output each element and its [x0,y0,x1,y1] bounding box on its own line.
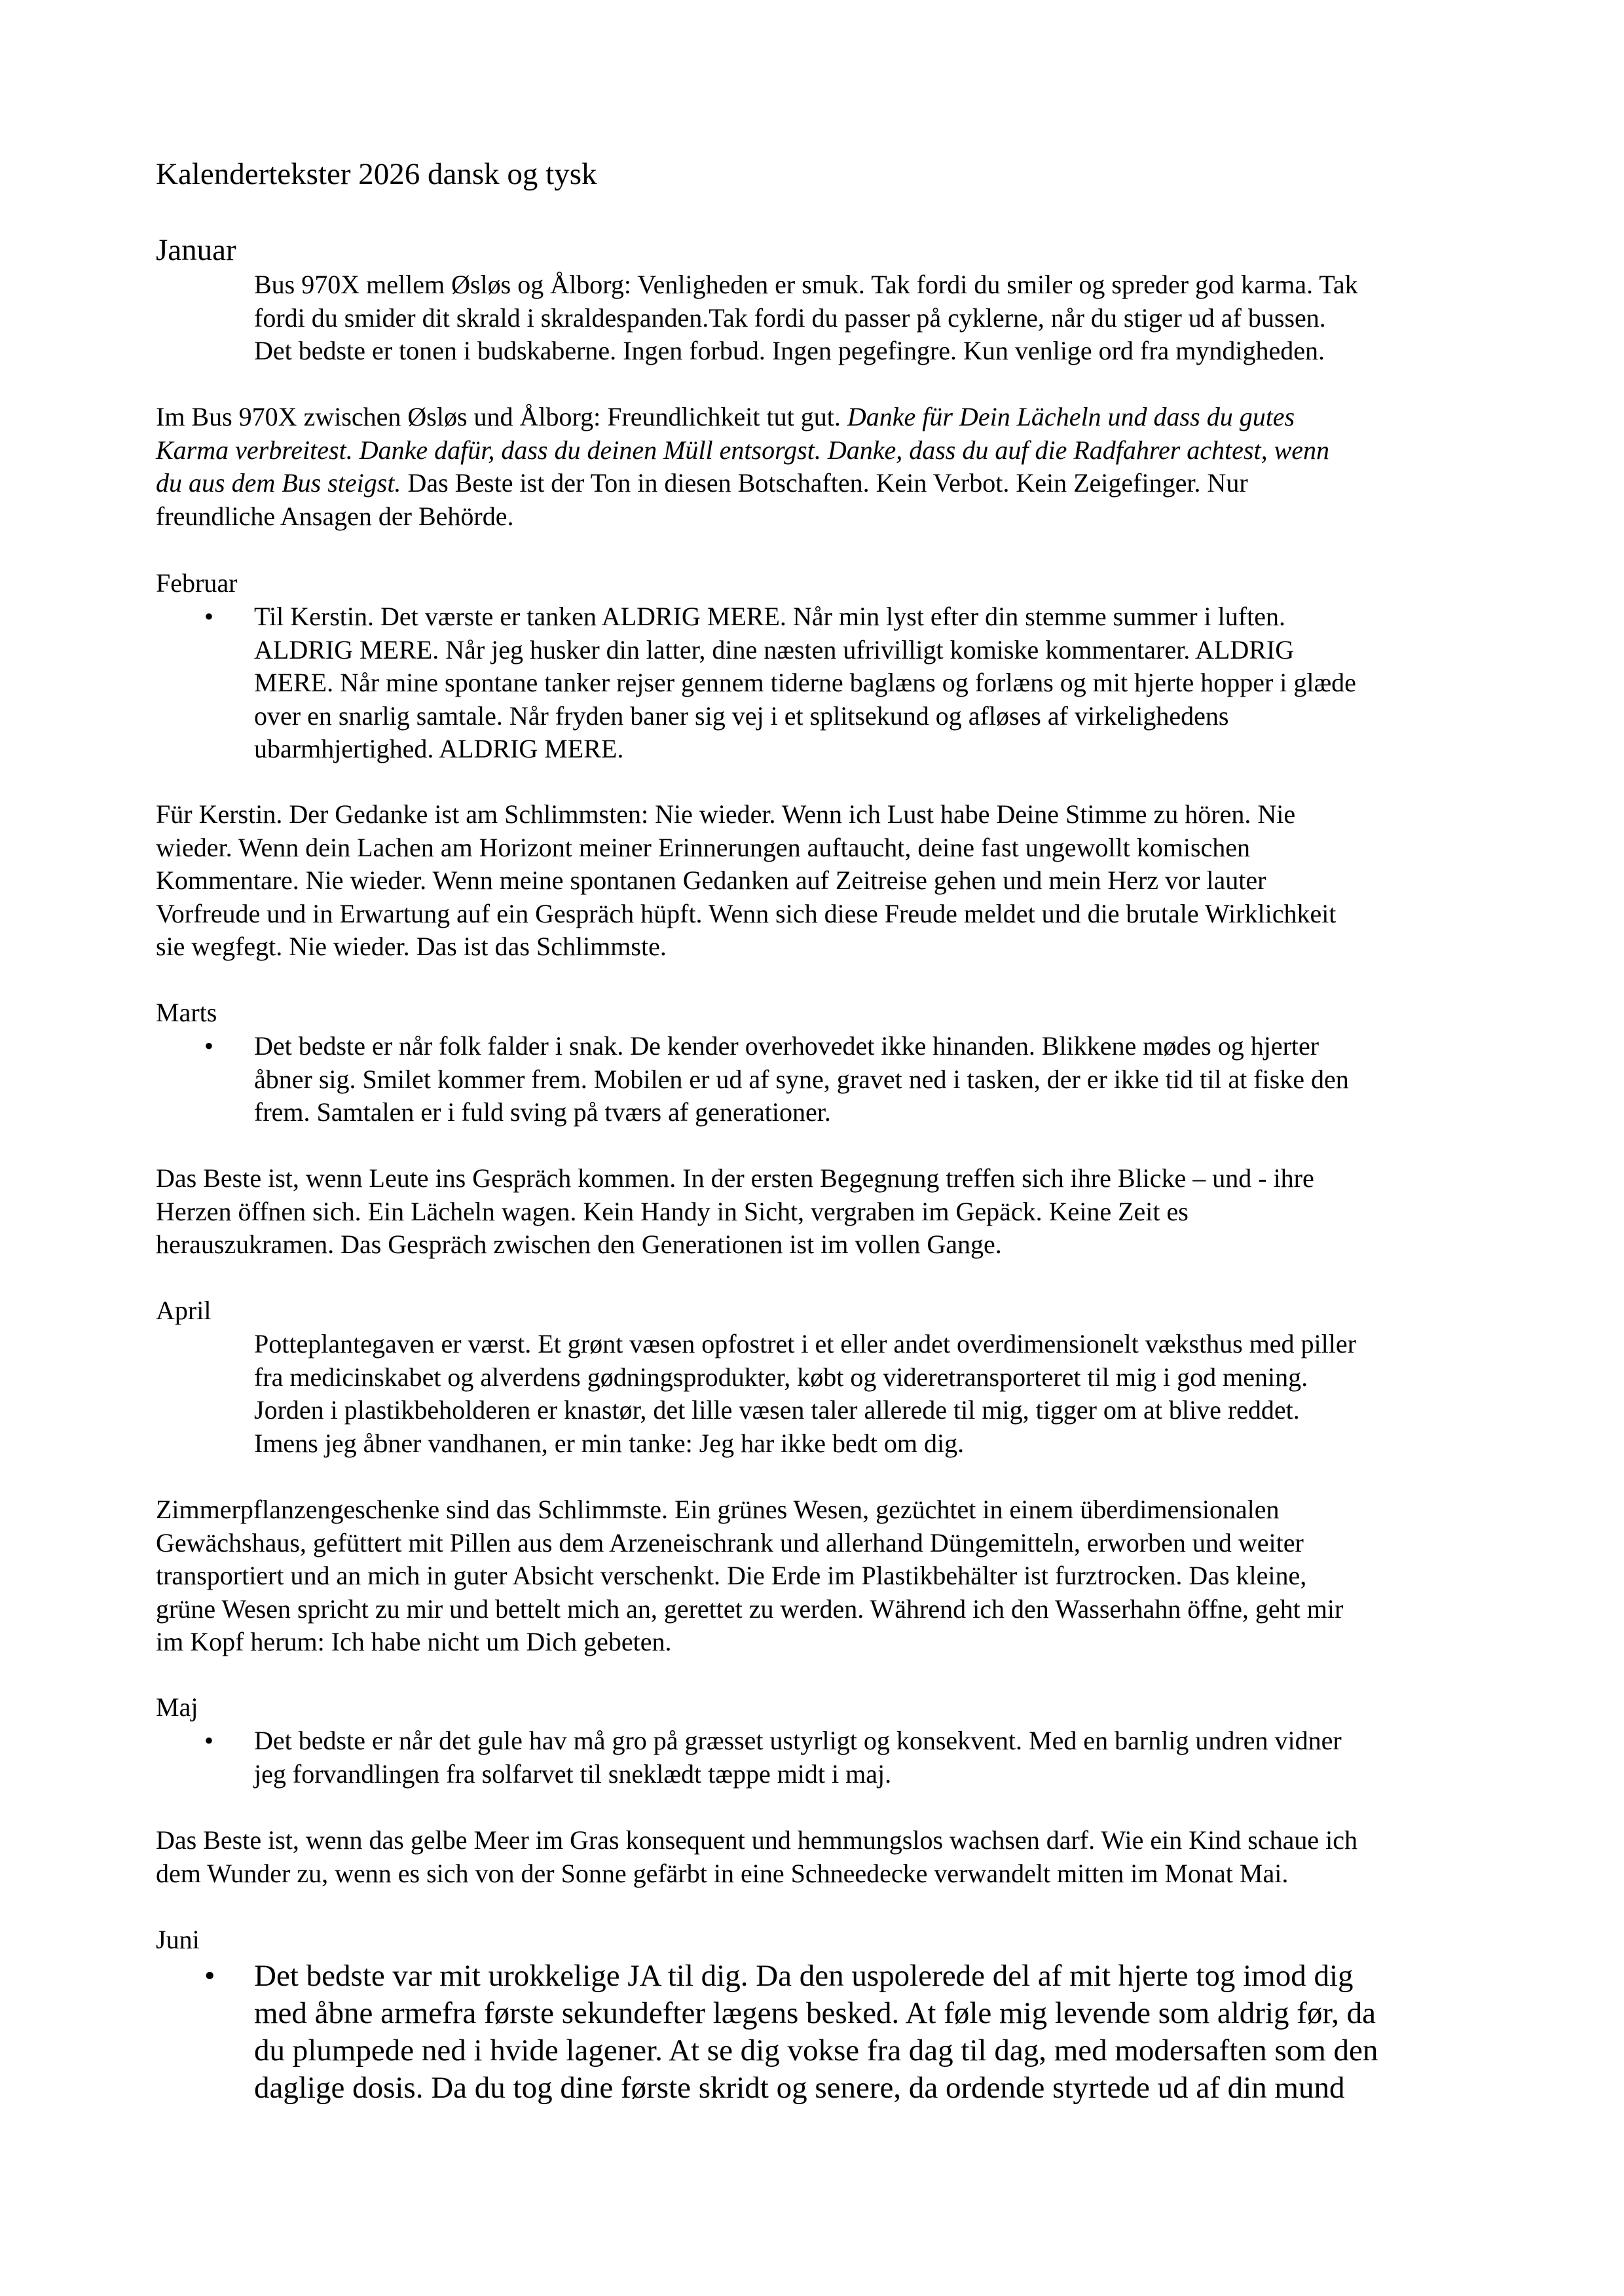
maj-danish-text [254,1724,1485,1791]
text-line: Vorfreude und in Erwartung auf ein Gespräch hüpft. Wenn sich diese Freude meldet und die brutale Wirklichkeit [156,898,1337,928]
month-heading-februar: Februar [156,568,238,598]
text-line: Til Kerstin. Det værste er tanken ALDRIG MERE. Når min lyst efter din stemme summer i luften. [254,602,1285,631]
februar-german-text [156,798,1492,964]
text-line: wieder. Wenn dein Lachen am Horizont meiner Erinnerungen auftaucht, deine fast ungewollt komischen [156,832,1251,862]
text-line: Kommentare. Nie wieder. Wenn meine spontanen Gedanken auf Zeitreise gehen und mein Herz vor lauter [156,866,1266,895]
text-line [156,401,1492,434]
text-line: ubarmhjertighed. ALDRIG MERE. [254,734,624,763]
text-line: MERE. Når mine spontane tanker rejser gennem tiderne baglæns og forlæns og mit hjerte hopper i glæde [254,668,1356,697]
text-line: grüne Wesen spricht zu mir und bettelt mich an, gerettet zu werden. Während ich den Wasserhahn öffne, geht mir [156,1594,1344,1624]
text-line: ALDRIG MERE. Når jeg husker din latter, dine næsten ufrivilligt komiske kommentarer. ALDRIG [254,634,1295,665]
text-line: transportiert und an mich in guter Absicht verschenkt. Die Erde im Plastikbehälter ist furztrocken. Das kleine, [156,1561,1307,1590]
text-segment: Das Beste ist der Ton in diesen Botschaften. Kein Verbot. Kein Zeigefinger. Nur [401,468,1248,498]
bullet-icon: • [204,1959,215,1993]
text-line: sie wegfegt. Nie wieder. Das ist das Schlimmste. [156,932,667,961]
januar-german-text [156,401,1492,533]
italic-text-segment: Karma verbreitest. Danke dafür, dass du deinen Müll entsorgst. Danke, dass du auf die Radfahrer achtest, wenn [156,435,1330,465]
text-line: Det bedste er når folk falder i snak. De kender overhovedet ikke hinanden. Blikkene mødes og hjerter [254,1031,1320,1061]
text-line: daglige dosis. Da du tog dine første skridt og senere, da ordende styrtede ud af din mund [254,2071,1345,2105]
text-line: Det bedste er når det gule hav må gro på græsset ustyrligt og konsekvent. Med en barnlig undren vidner [254,1726,1342,1755]
bullet-icon: • [204,602,214,631]
text-line [156,467,1492,500]
text-line: Bus 970X mellem Øsløs og Ålborg: Venligheden er smuk. Tak fordi du smiler og spreder god karma. Tak [254,270,1358,299]
text-line: freundliche Ansagen der Behörde. [156,501,514,531]
text-line: over en snarlig samtale. Når fryden baner sig vej i et splitsekund og afløses af virkelighedens [254,701,1229,731]
month-heading-marts: Marts [156,998,217,1027]
april-german-text [156,1493,1492,1659]
bullet-icon: • [204,1031,214,1061]
text-line: du plumpede ned i hvide lagener. At se dig vokse fra dag til dag, med modersaften som den [254,2033,1378,2068]
text-line: im Kopf herum: Ich habe nicht um Dich gebeten. [156,1627,672,1656]
bullet-icon: • [204,1726,214,1755]
text-line: Jorden i plastikbeholderen er knastør, det lille væsen taler allerede til mig, tigger om at blive reddet. [254,1395,1300,1425]
juni-danish-text [254,1958,1498,2107]
text-line: åbner sig. Smilet kommer frem. Mobilen er ud af syne, gravet ned i tasken, der er ikke tid til at fiske den [254,1064,1349,1094]
april-danish-text [254,1328,1485,1460]
text-line: Det bedste var mit urokkelige JA til dig. Da den uspolerede del af mit hjerte tog imod dig [254,1959,1354,1993]
marts-german-text [156,1162,1492,1262]
month-heading-januar: Januar [156,233,236,267]
text-line: Herzen öffnen sich. Ein Lächeln wagen. Kein Handy in Sicht, vergraben im Gepäck. Keine Zeit es [156,1196,1189,1226]
maj-german-text [156,1824,1492,1890]
text-line: Potteplantegaven er værst. Et grønt væsen opfostret i et eller andet overdimensionelt væksthus med piller [254,1329,1356,1358]
text-line: herauszukramen. Das Gespräch zwischen den Generationen ist im vollen Gange. [156,1230,1002,1259]
text-line: Das Beste ist, wenn das gelbe Meer im Gras konsequent und hemmungslos wachsen darf. Wie ein Kind schaue ich [156,1825,1357,1855]
text-line: fra medicinskabet og alverdens gødningsprodukter, købt og videretransporteret til mig i god mening. [254,1362,1308,1392]
month-heading-juni: Juni [156,1925,200,1954]
februar-danish-text [254,600,1485,766]
marts-danish-text [254,1030,1485,1129]
januar-danish-text [254,268,1485,368]
text-line: fordi du smider dit skrald i skraldespanden.Tak fordi du passer på cyklerne, når du stiger ud af bussen. [254,302,1326,333]
text-line: frem. Samtalen er i fuld sving på tværs af generationer. [254,1097,831,1127]
document-title: Kalendertekster 2026 dansk og tysk [156,157,597,191]
italic-text-segment: Danke für Dein Lächeln und dass du gutes [847,402,1295,431]
text-line: Det bedste er tonen i budskaberne. Ingen forbud. Ingen pegefingre. Kun venlige ord fra myndigheden. [254,336,1325,365]
text-line [156,434,1492,467]
text-line: dem Wunder zu, wenn es sich von der Sonne gefärbt in eine Schneedecke verwandelt mitten im Monat Mai. [156,1858,1289,1888]
text-line: Zimmerpflanzengeschenke sind das Schlimmste. Ein grünes Wesen, gezüchtet in einem überdimensionalen [156,1495,1280,1524]
text-line: Imens jeg åbner vandhanen, er min tanke: Jeg har ikke bedt om dig. [254,1428,965,1458]
text-line: Das Beste ist, wenn Leute ins Gespräch kommen. In der ersten Begegnung treffen sich ihre Blicke – und - ihre [156,1163,1314,1193]
italic-text-segment: du aus dem Bus steigst. [156,468,401,498]
text-line: Gewächshaus, gefüttert mit Pillen aus dem Arzeneischrank und allerhand Düngemitteln, erworben und weiter [156,1527,1304,1558]
text-line: med åbne armefra første sekundefter lægens besked. At føle mig levende som aldrig før, da [254,1996,1376,2030]
text-line: Für Kerstin. Der Gedanke ist am Schlimmsten: Nie wieder. Wenn ich Lust habe Deine Stimme zu hören. Nie [156,799,1296,829]
text-segment: Im Bus 970X zwischen Øsløs und Ålborg: Freundlichkeit tut gut. [156,402,847,431]
text-line: jeg forvandlingen fra solfarvet til sneklædt tæppe midt i maj. [254,1758,892,1789]
month-heading-april: April [156,1296,212,1325]
month-heading-maj: Maj [156,1692,198,1722]
